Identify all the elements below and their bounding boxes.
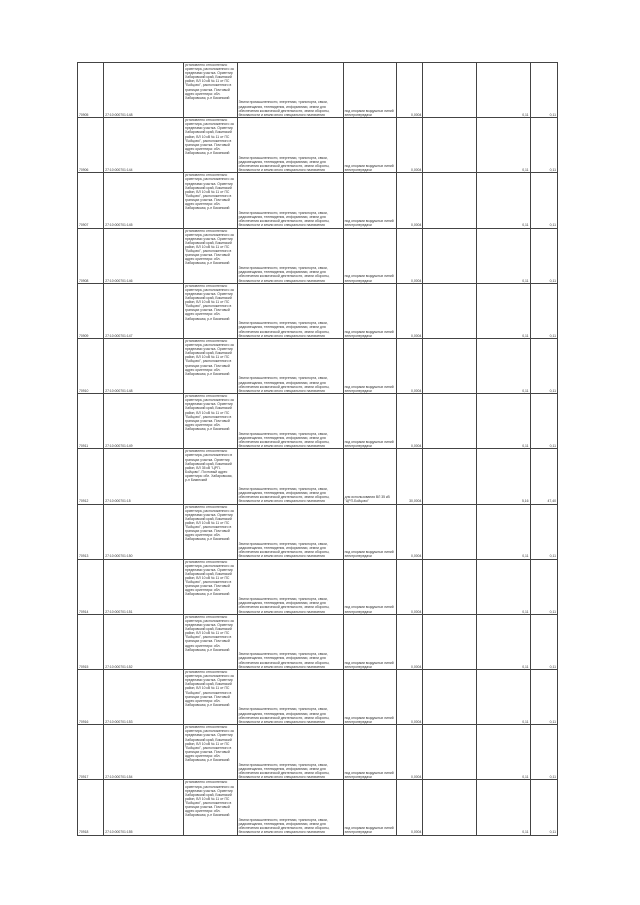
cadastral-number-cell-text: 27:10:000701:153 — [105, 720, 133, 725]
location-description-cell-text: установлено относительно ориентира, расположенного за пределами участка. Ориентир Хабаровский край, Бикинский район, ВЛ 10 кВ № 11 от ПС "Бойцово", расположенного в границах участка. Почтовый адрес ориентира: обл. Хабаровская, р-н Бикинский — [185, 559, 234, 597]
area-cell — [397, 670, 423, 725]
table-row — [78, 559, 558, 614]
value-cell — [476, 283, 530, 338]
cadastral-number-cell — [104, 670, 184, 725]
total-cell — [530, 504, 557, 559]
total-cell-text: 0,11 — [549, 554, 556, 559]
cadastral-number-cell — [104, 780, 184, 835]
permitted-use-cell — [343, 63, 397, 118]
area-cell — [397, 394, 423, 449]
cadastral-number-cell — [104, 725, 184, 780]
row-number-cell — [78, 449, 104, 504]
location-description-cell-text: установлено относительно ориентира, расположенного за пределами участка. Ориентир Хабаровский край, Бикинский район, ВЛ 10 кВ № 11 от ПС "Бойцово", расположенного в границах участка. Почтовый адрес ориентира: обл. Хабаровская, р-н Бикинский — [185, 283, 234, 321]
area-cell-text: 0,0004 — [411, 720, 422, 725]
row-number-cell — [78, 173, 104, 228]
area-cell-text: 0,0004 — [411, 112, 422, 117]
permitted-use-cell-text: под опорами воздушных линий электропередачи — [344, 605, 394, 614]
empty-cell — [423, 504, 477, 559]
cadastral-number-cell-text: 27:10:000701:154 — [105, 775, 133, 780]
permitted-use-cell-text: под опорами воздушных линий электропередачи — [344, 384, 394, 393]
location-description-cell — [184, 63, 238, 118]
area-cell — [397, 283, 423, 338]
value-cell — [476, 670, 530, 725]
permitted-use-cell — [343, 118, 397, 173]
land-category-cell — [237, 670, 343, 725]
permitted-use-cell — [343, 283, 397, 338]
land-category-cell — [237, 449, 343, 504]
land-category-cell — [237, 63, 343, 118]
area-cell — [397, 228, 423, 283]
cadastral-number-cell-text: 27:10:000701:148 — [105, 388, 133, 393]
location-description-cell — [184, 228, 238, 283]
cadastral-number-cell-text: 27:10:000701:148 — [105, 112, 133, 117]
land-category-cell — [237, 725, 343, 780]
location-description-cell — [184, 614, 238, 669]
cadastral-number-cell — [104, 228, 184, 283]
row-number-cell-text: 70907 — [79, 223, 89, 228]
table-row — [78, 228, 558, 283]
value-cell — [476, 173, 530, 228]
area-cell-text: 0,0004 — [411, 444, 422, 449]
location-description-cell-text: установлено относительно ориентира, расположенного в границах участка. Ориентир Хабаровский край, Бикинский район, ВЛ 35 кВ "ЦРП-Бойцово". Почтовый адрес ориентира: обл. Хабаровская, р-н Бикинский — [185, 449, 233, 482]
cadastral-number-cell — [104, 559, 184, 614]
total-cell-text: 0,11 — [549, 168, 556, 173]
location-description-cell — [184, 118, 238, 173]
land-category-cell — [237, 504, 343, 559]
land-category-cell-text: Земли промышленности, энергетики, транспорта, связи, радиовещания, телевидения, информатики, земли для обеспечения космической деятельности, земли обороны, безопасности и земли иного специального назначения — [238, 486, 330, 504]
table-row — [78, 725, 558, 780]
table-row — [78, 670, 558, 725]
total-cell-text: 0,11 — [549, 720, 556, 725]
land-category-cell-text: Земли промышленности, энергетики, транспорта, связи, радиовещания, телевидения, информатики, земли для обеспечения космической деятельности, земли обороны, безопасности и земли иного специального назначения — [238, 376, 330, 393]
permitted-use-cell — [343, 394, 397, 449]
total-cell-text: 0,11 — [549, 333, 556, 338]
empty-cell — [423, 614, 477, 669]
cadastral-number-cell — [104, 449, 184, 504]
table-row — [78, 394, 558, 449]
cadastral-number-cell — [104, 283, 184, 338]
area-cell — [397, 63, 423, 118]
total-cell — [530, 670, 557, 725]
location-description-cell — [184, 283, 238, 338]
table-row — [78, 173, 558, 228]
cadastral-number-cell-text: 27:10:000701:155 — [105, 830, 133, 835]
land-category-cell — [237, 173, 343, 228]
value-cell — [476, 449, 530, 504]
area-cell — [397, 559, 423, 614]
value-cell — [476, 394, 530, 449]
total-cell — [530, 283, 557, 338]
land-category-cell-text: Земли промышленности, энергетики, транспорта, связи, радиовещания, телевидения, информатики, земли для обеспечения космической деятельности, земли обороны, безопасности и земли иного специального назначения — [238, 100, 330, 117]
cadastral-number-cell-text: 27:10:000701:150 — [105, 554, 133, 559]
land-category-cell-text: Земли промышленности, энергетики, транспорта, связи, радиовещания, телевидения, информатики, земли для обеспечения космической деятельности, земли обороны, безопасности и земли иного специального назначения — [238, 541, 330, 559]
row-number-cell — [78, 559, 104, 614]
total-cell-text: 0,11 — [549, 664, 556, 669]
row-number-cell-text: 70909 — [79, 333, 89, 338]
value-cell-text: 0,11 — [522, 333, 529, 338]
permitted-use-cell — [343, 780, 397, 835]
cadastral-number-cell — [104, 173, 184, 228]
total-cell-text: 0,11 — [549, 112, 556, 117]
permitted-use-cell — [343, 449, 397, 504]
cadastral-number-cell — [104, 614, 184, 669]
location-description-cell — [184, 559, 238, 614]
empty-cell — [423, 725, 477, 780]
area-cell — [397, 614, 423, 669]
area-cell-text: 0,0004 — [411, 388, 422, 393]
total-cell — [530, 725, 557, 780]
total-cell — [530, 559, 557, 614]
location-description-cell — [184, 670, 238, 725]
land-category-cell-text: Земли промышленности, энергетики, транспорта, связи, радиовещания, телевидения, информатики, земли для обеспечения космической деятельности, земли обороны, безопасности и земли иного специального назначения — [238, 321, 330, 338]
location-description-cell-text: установлено относительно ориентира, расположенного за пределами участка. Ориентир Хабаровский край, Бикинский район, ВЛ 10 кВ № 11 от ПС "Бойцово", расположенного в границах участка. Почтовый адрес ориентира: обл. Хабаровская, р-н Бикинский — [185, 725, 234, 762]
cadastral-number-cell — [104, 63, 184, 118]
row-number-cell — [78, 725, 104, 780]
value-cell-text: 0,11 — [522, 554, 529, 559]
permitted-use-cell-text: под опорами воздушных линий электропередачи — [344, 550, 394, 559]
total-cell-text: 0,11 — [549, 775, 556, 780]
permitted-use-cell — [343, 338, 397, 393]
row-number-cell — [78, 118, 104, 173]
value-cell-text: 0,11 — [522, 112, 529, 117]
value-cell — [476, 614, 530, 669]
land-category-cell-text: Земли промышленности, энергетики, транспорта, связи, радиовещания, телевидения, информатики, земли для обеспечения космической деятельности, земли обороны, безопасности и земли иного специального назначения — [238, 431, 330, 449]
permitted-use-cell — [343, 725, 397, 780]
area-cell-text: 0,0004 — [411, 664, 422, 669]
area-cell-text: 0,0004 — [411, 609, 422, 614]
empty-cell — [423, 228, 477, 283]
cadastral-number-cell-text: 27:10:000701:146 — [105, 278, 133, 283]
location-description-cell-text: установлено относительно ориентира, расположенного за пределами участка. Ориентир Хабаровский край, Бикинский район, ВЛ 10 кВ № 11 от ПС "Бойцово", расположенного в границах участка. Почтовый адрес ориентира: обл. Хабаровская, р-н Бикинский — [185, 173, 234, 211]
area-cell — [397, 780, 423, 835]
table-row — [78, 283, 558, 338]
land-category-cell — [237, 283, 343, 338]
table-row — [78, 63, 558, 118]
row-number-cell-text: 70914 — [79, 609, 89, 614]
row-number-cell — [78, 338, 104, 393]
permitted-use-cell — [343, 559, 397, 614]
area-cell — [397, 118, 423, 173]
value-cell — [476, 780, 530, 835]
cadastral-table — [77, 62, 558, 836]
row-number-cell-text: 70917 — [79, 775, 89, 780]
value-cell-text: 0,11 — [522, 775, 529, 780]
total-cell — [530, 614, 557, 669]
value-cell — [476, 559, 530, 614]
location-description-cell-text: установлено относительно ориентира, расположенного за пределами участка. Ориентир Хабаровский край, Бикинский район, ВЛ 10 кВ № 11 от ПС "Бойцово", расположенного в границах участка. Почтовый адрес ориентира: обл. Хабаровская, р-н Бикинский — [185, 504, 234, 542]
location-description-cell-text: установлено относительно ориентира, расположенного за пределами участка. Ориентир Хабаровский край, Бикинский район, ВЛ 10 кВ № 11 от ПС "Бойцово", расположенного в границах участка. Почтовый адрес ориентира: обл. Хабаровская, р-н Бикинский — [185, 670, 234, 707]
total-cell — [530, 338, 557, 393]
value-cell-text: 0,11 — [522, 830, 529, 835]
permitted-use-cell-text: под опорами воздушных линий электропередачи — [344, 715, 394, 725]
total-cell — [530, 173, 557, 228]
empty-cell — [423, 670, 477, 725]
row-number-cell-text: 70913 — [79, 554, 89, 559]
area-cell — [397, 504, 423, 559]
land-category-cell — [237, 559, 343, 614]
total-cell — [530, 63, 557, 118]
cadastral-number-cell — [104, 338, 184, 393]
location-description-cell-text: установлено относительно ориентира, расположенного за пределами участка. Ориентир Хабаровский край, Бикинский район, ВЛ 10 кВ № 11 от ПС "Бойцово", расположенного в границах участка. Почтовый адрес ориентира: обл. Хабаровская, р-н Бикинский — [185, 780, 234, 818]
value-cell-text: 0,11 — [522, 223, 529, 228]
total-cell — [530, 780, 557, 835]
permitted-use-cell — [343, 614, 397, 669]
row-number-cell — [78, 394, 104, 449]
total-cell — [530, 394, 557, 449]
permitted-use-cell — [343, 173, 397, 228]
value-cell-text: 0,11 — [522, 168, 529, 173]
cadastral-number-cell — [104, 394, 184, 449]
location-description-cell-text: установлено относительно ориентира, расположенного за пределами участка. Ориентир Хабаровский край, Бикинский район, ВЛ 10 кВ № 11 от ПС "Бойцово", расположенного в границах участка. Почтовый адрес ориентира: обл. Хабаровская, р-н Бикинский — [185, 63, 234, 100]
land-category-cell — [237, 780, 343, 835]
table-row — [78, 504, 558, 559]
land-category-cell-text: Земли промышленности, энергетики, транспорта, связи, радиовещания, телевидения, информатики, земли для обеспечения космической деятельности, земли обороны, безопасности и земли иного специального назначения — [238, 652, 330, 669]
location-description-cell-text: установлено относительно ориентира, расположенного за пределами участка. Ориентир Хабаровский край, Бикинский район, ВЛ 10 кВ № 11 от ПС "Бойцово", расположенного в границах участка. Почтовый адрес ориентира: обл. Хабаровская, р-н Бикинский — [185, 394, 234, 431]
location-description-cell-text: установлено относительно ориентира, расположенного за пределами участка. Ориентир Хабаровский край, Бикинский район, ВЛ 10 кВ № 11 от ПС "Бойцово", расположенного в границах участка. Почтовый адрес ориентира: обл. Хабаровская, р-н Бикинский — [185, 228, 234, 266]
table-row — [78, 449, 558, 504]
cadastral-number-cell — [104, 118, 184, 173]
location-description-cell-text: установлено относительно ориентира, расположенного за пределами участка. Ориентир Хабаровский край, Бикинский район, ВЛ 10 кВ № 11 от ПС "Бойцово", расположенного в границах участка. Почтовый адрес ориентира: обл. Хабаровская, р-н Бикинский — [185, 118, 234, 155]
location-description-cell-text: установлено относительно ориентира, расположенного за пределами участка. Ориентир Хабаровский край, Бикинский район, ВЛ 10 кВ № 11 от ПС "Бойцово", расположенного в границах участка. Почтовый адрес ориентира: обл. Хабаровская, р-н Бикинский — [185, 338, 234, 376]
total-cell-text: 0,11 — [549, 278, 556, 283]
area-cell-text: 0,0004 — [411, 830, 422, 835]
table-body — [78, 63, 558, 836]
area-cell-text: 0,0004 — [411, 554, 422, 559]
area-cell-text: 0,0004 — [411, 223, 422, 228]
permitted-use-cell — [343, 228, 397, 283]
value-cell — [476, 338, 530, 393]
value-cell-text: 0,11 — [522, 609, 529, 614]
land-category-cell-text: Земли промышленности, энергетики, транспорта, связи, радиовещания, телевидения, информатики, земли для обеспечения космической деятельности, земли обороны, безопасности и земли иного специального назначения — [238, 265, 330, 283]
area-cell-text: 30,0004 — [409, 499, 422, 504]
empty-cell — [423, 118, 477, 173]
permitted-use-cell-text: для использования ВЛ 35 кВ "ЦРП-Бойцово" — [344, 495, 390, 504]
table-row — [78, 780, 558, 835]
location-description-cell — [184, 338, 238, 393]
empty-cell — [423, 780, 477, 835]
permitted-use-cell — [343, 670, 397, 725]
permitted-use-cell-text: под опорами воздушных линий электропередачи — [344, 163, 394, 173]
area-cell-text: 0,0004 — [411, 333, 422, 338]
land-category-cell-text: Земли промышленности, энергетики, транспорта, связи, радиовещания, телевидения, информатики, земли для обеспечения космической деятельности, земли обороны, безопасности и земли иного специального назначения — [238, 707, 330, 725]
row-number-cell-text: 70908 — [79, 278, 89, 283]
area-cell — [397, 338, 423, 393]
total-cell — [530, 449, 557, 504]
permitted-use-cell — [343, 504, 397, 559]
location-description-cell — [184, 504, 238, 559]
table-row — [78, 614, 558, 669]
land-category-cell — [237, 614, 343, 669]
location-description-cell — [184, 725, 238, 780]
row-number-cell — [78, 283, 104, 338]
table-row — [78, 338, 558, 393]
land-category-cell-text: Земли промышленности, энергетики, транспорта, связи, радиовещания, телевидения, информатики, земли для обеспечения космической деятельности, земли обороны, безопасности и земли иного специального назначения — [238, 155, 330, 173]
land-category-cell-text: Земли промышленности, энергетики, транспорта, связи, радиовещания, телевидения, информатики, земли для обеспечения космической деятельности, земли обороны, безопасности и земли иного специального назначения — [238, 762, 330, 780]
empty-cell — [423, 173, 477, 228]
value-cell-text: 0,11 — [522, 278, 529, 283]
value-cell — [476, 63, 530, 118]
location-description-cell — [184, 173, 238, 228]
location-description-cell-text: установлено относительно ориентира, расположенного за пределами участка. Ориентир Хабаровский край, Бикинский район, ВЛ 10 кВ № 11 от ПС "Бойцово", расположенного в границах участка. Почтовый адрес ориентира: обл. Хабаровская, р-н Бикинский — [185, 614, 234, 652]
row-number-cell — [78, 63, 104, 118]
empty-cell — [423, 283, 477, 338]
value-cell — [476, 725, 530, 780]
empty-cell — [423, 394, 477, 449]
land-category-cell-text: Земли промышленности, энергетики, транспорта, связи, радиовещания, телевидения, информатики, земли для обеспечения космической деятельности, земли обороны, безопасности и земли иного специального назначения — [238, 210, 330, 228]
permitted-use-cell-text: под опорами воздушных линий электропередачи — [344, 274, 394, 283]
total-cell-text: 0,11 — [549, 444, 556, 449]
value-cell-text: 0,11 — [522, 720, 529, 725]
location-description-cell — [184, 394, 238, 449]
permitted-use-cell-text: под опорами воздушных линий электропередачи — [344, 329, 394, 338]
land-category-cell — [237, 118, 343, 173]
total-cell — [530, 228, 557, 283]
total-cell-text: 47,40 — [547, 499, 556, 504]
cadastral-number-cell-text: 27:10:000701:147 — [105, 333, 133, 338]
area-cell — [397, 173, 423, 228]
land-category-cell — [237, 228, 343, 283]
land-category-cell-text: Земли промышленности, энергетики, транспорта, связи, радиовещания, телевидения, информатики, земли для обеспечения космической деятельности, земли обороны, безопасности и земли иного специального назначения — [238, 817, 330, 835]
row-number-cell-text: 70918 — [79, 830, 89, 835]
total-cell — [530, 118, 557, 173]
permitted-use-cell-text: под опорами воздушных линий электропередачи — [344, 108, 394, 117]
empty-cell — [423, 559, 477, 614]
permitted-use-cell-text: под опорами воздушных линий электропередачи — [344, 771, 394, 780]
total-cell-text: 0,11 — [549, 223, 556, 228]
total-cell-text: 0,11 — [549, 609, 556, 614]
row-number-cell-text: 70905 — [79, 112, 89, 117]
location-description-cell — [184, 780, 238, 835]
cadastral-number-cell-text: 27:10:000701:15 — [105, 499, 131, 504]
area-cell-text: 0,0004 — [411, 278, 422, 283]
empty-cell — [423, 449, 477, 504]
value-cell-text: 0,11 — [522, 444, 529, 449]
row-number-cell-text: 70911 — [79, 444, 89, 449]
total-cell-text: 0,11 — [549, 830, 556, 835]
area-cell — [397, 725, 423, 780]
value-cell-text: 0,11 — [522, 388, 529, 393]
empty-cell — [423, 63, 477, 118]
cadastral-number-cell-text: 27:10:000701:145 — [105, 223, 133, 228]
row-number-cell-text: 70906 — [79, 168, 89, 173]
row-number-cell — [78, 670, 104, 725]
land-category-cell — [237, 338, 343, 393]
value-cell — [476, 504, 530, 559]
land-category-cell-text: Земли промышленности, энергетики, транспорта, связи, радиовещания, телевидения, информатики, земли для обеспечения космической деятельности, земли обороны, безопасности и земли иного специального назначения — [238, 597, 330, 614]
cadastral-number-cell — [104, 504, 184, 559]
row-number-cell — [78, 228, 104, 283]
row-number-cell-text: 70912 — [79, 499, 89, 504]
row-number-cell-text: 70910 — [79, 388, 89, 393]
value-cell-text: 0,11 — [522, 664, 529, 669]
cadastral-number-cell-text: 27:10:000701:151 — [105, 609, 133, 614]
row-number-cell-text: 70915 — [79, 664, 89, 669]
cadastral-number-cell-text: 27:10:000701:149 — [105, 444, 133, 449]
cadastral-number-cell-text: 27:10:000701:144 — [105, 168, 133, 173]
value-cell — [476, 228, 530, 283]
location-description-cell — [184, 449, 238, 504]
permitted-use-cell-text: под опорами воздушных линий электропередачи — [344, 439, 394, 449]
empty-cell — [423, 338, 477, 393]
row-number-cell — [78, 614, 104, 669]
land-category-cell — [237, 394, 343, 449]
value-cell-text: 5,16 — [521, 499, 529, 504]
value-cell — [476, 118, 530, 173]
row-number-cell — [78, 504, 104, 559]
permitted-use-cell-text: под опорами воздушных линий электропередачи — [344, 219, 394, 228]
area-cell-text: 0,0004 — [411, 775, 422, 780]
total-cell-text: 0,11 — [549, 388, 556, 393]
permitted-use-cell-text: под опорами воздушных линий электропередачи — [344, 660, 394, 669]
cadastral-number-cell-text: 27:10:000701:152 — [105, 664, 133, 669]
table-row — [78, 118, 558, 173]
permitted-use-cell-text: под опорами воздушных линий электропередачи — [344, 826, 394, 835]
area-cell-text: 0,0004 — [411, 168, 422, 173]
area-cell — [397, 449, 423, 504]
row-number-cell-text: 70916 — [79, 720, 89, 725]
row-number-cell — [78, 780, 104, 835]
